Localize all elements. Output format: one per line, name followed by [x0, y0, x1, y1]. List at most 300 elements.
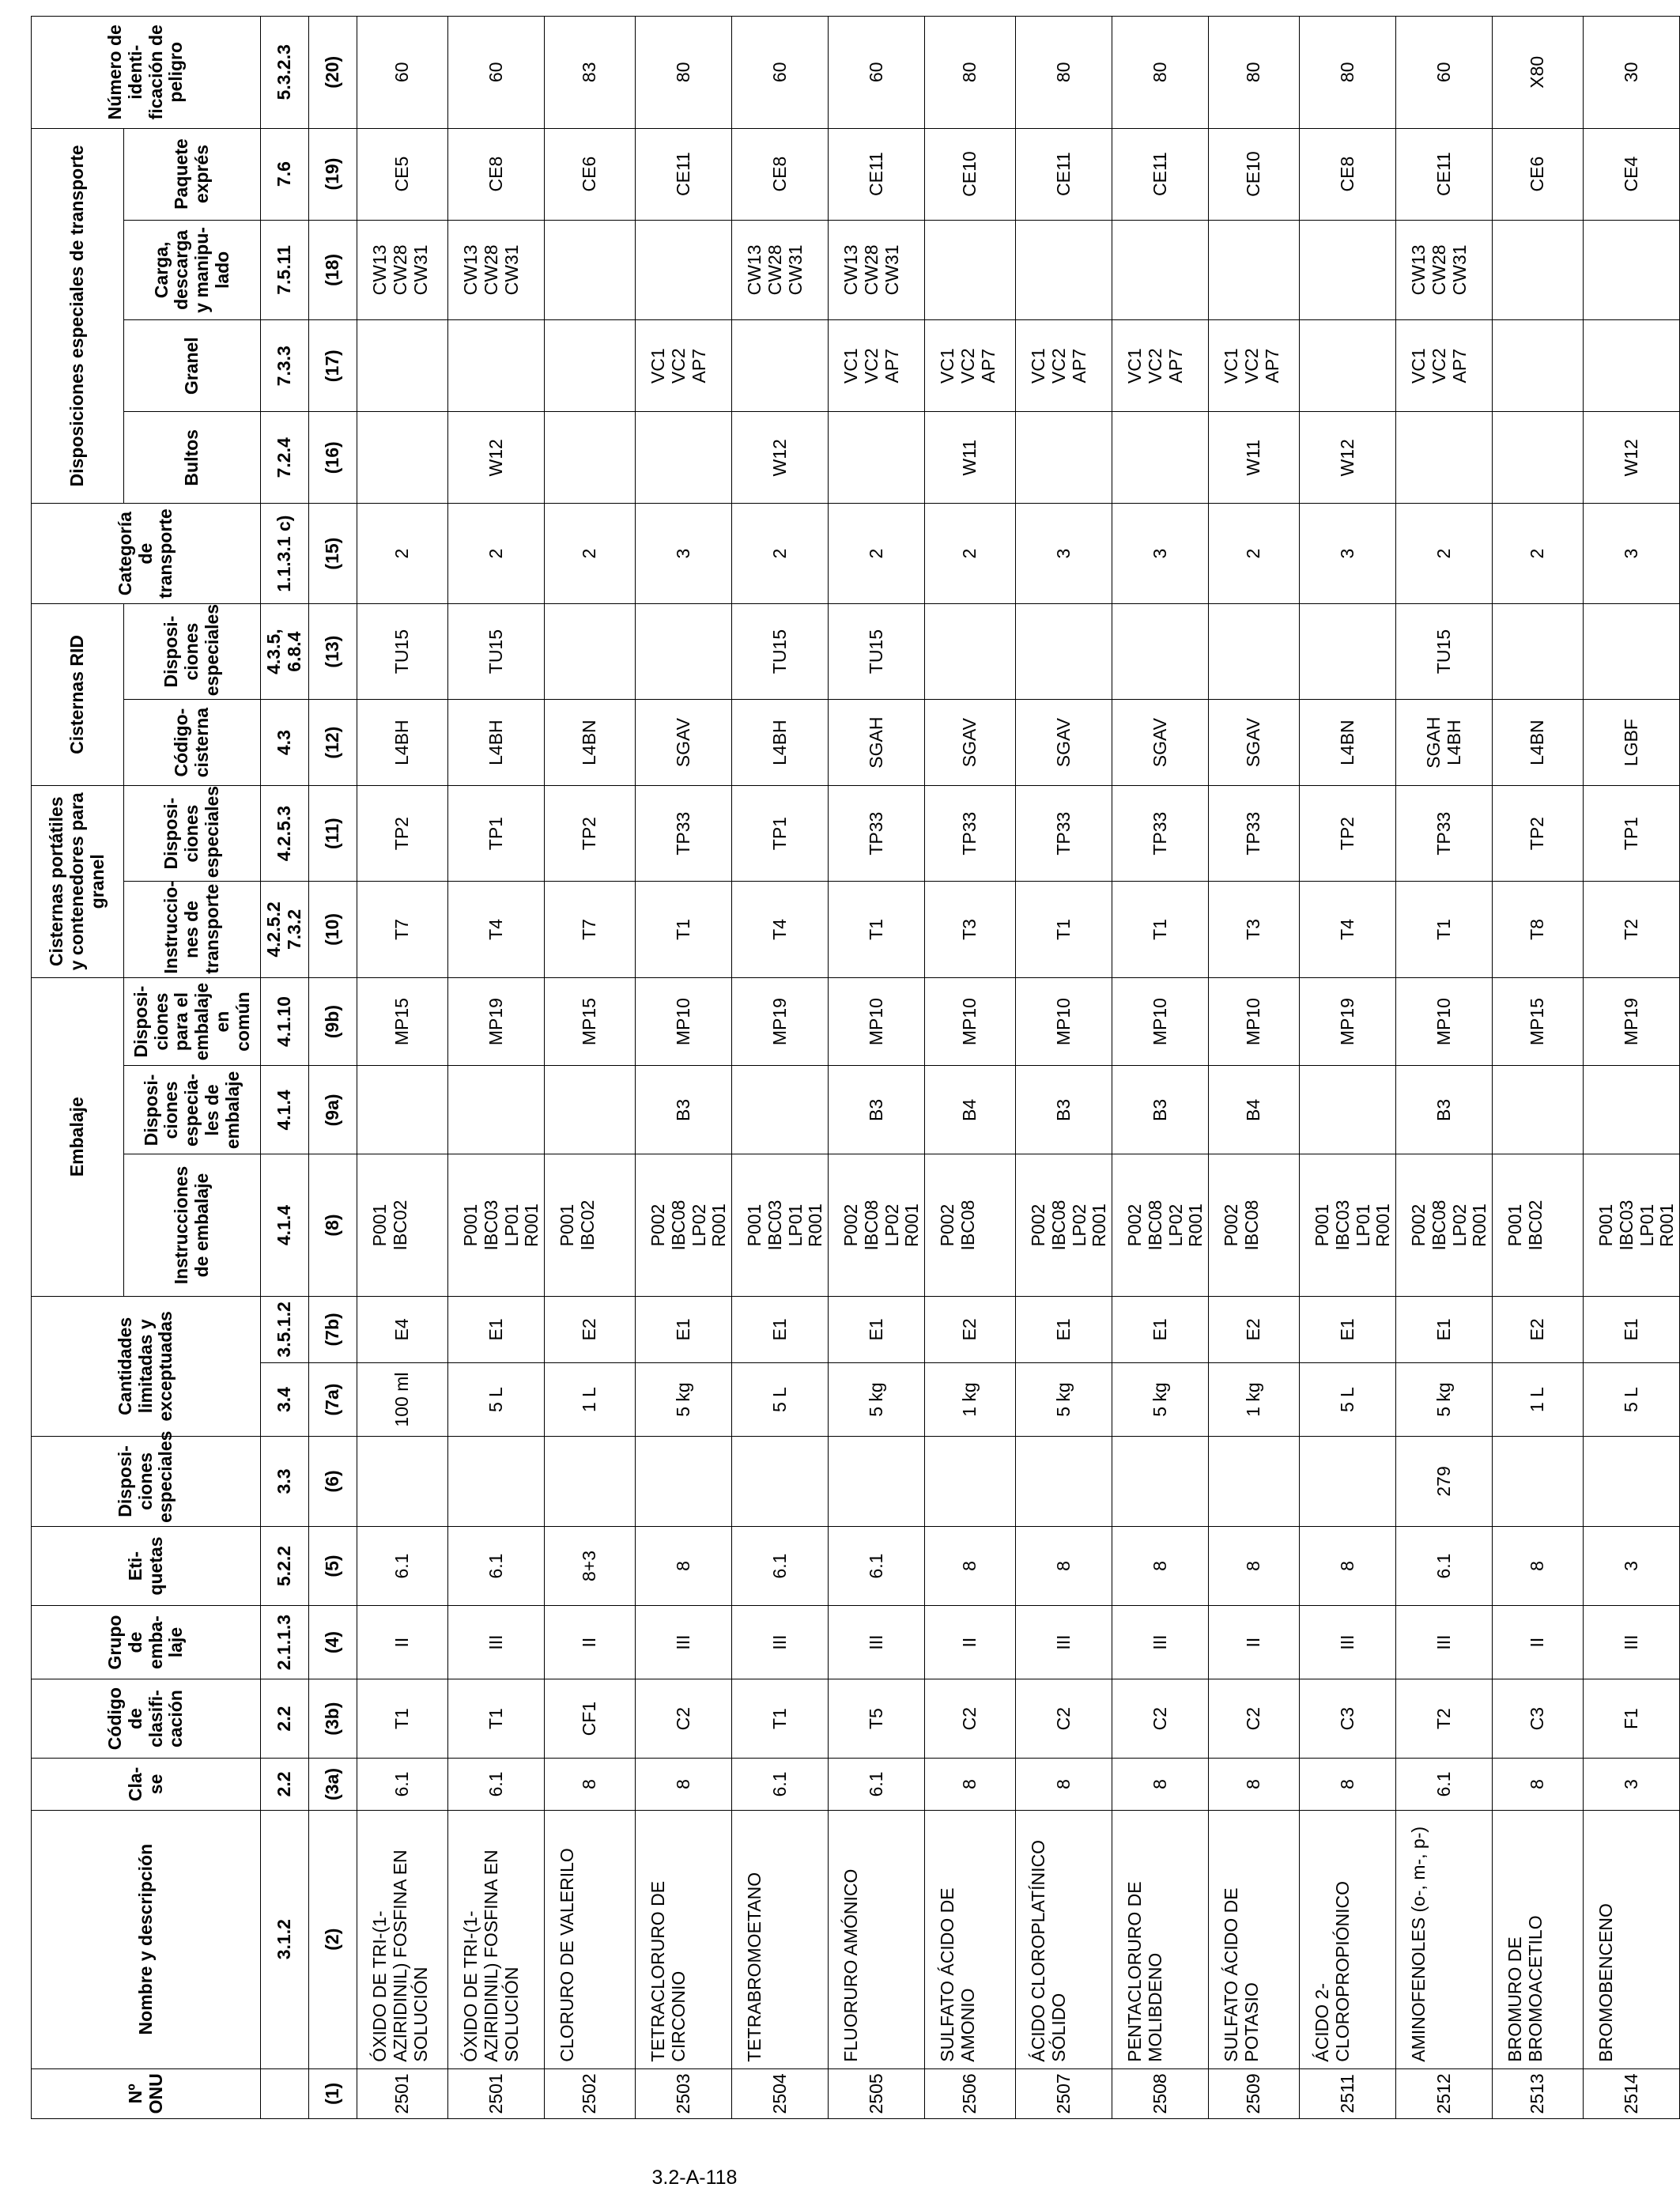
labels-cell: 6.1 [357, 1526, 448, 1605]
special-provisions-cell [1016, 1436, 1112, 1526]
column-number-cell: (10) [309, 882, 357, 977]
express-parcel-cell: CE8 [732, 128, 829, 220]
column-number-cell: (9a) [309, 1066, 357, 1154]
limited-quantity-cell: 5 L [732, 1363, 829, 1437]
class-cell: 6.1 [829, 1759, 925, 1810]
col-header-onu: Nº ONU [32, 2068, 261, 2118]
section-ref-cell: 3.4 [261, 1363, 309, 1437]
section-ref-cell: 2.2 [261, 1679, 309, 1758]
section-ref-cell: 3.3 [261, 1436, 309, 1526]
classification-code-cell: C2 [1209, 1679, 1300, 1758]
express-parcel-cell: CE5 [357, 128, 448, 220]
tank-code-cell: SGAV [636, 700, 732, 786]
limited-quantity-cell: 5 L [448, 1363, 545, 1437]
limited-quantity-cell: 1 kg [925, 1363, 1016, 1437]
excepted-quantity-cell: E1 [448, 1296, 545, 1362]
portable-tank-instructions-cell: T1 [636, 882, 732, 977]
transport-category-cell: 2 [829, 504, 925, 604]
classification-code-cell: CF1 [545, 1679, 636, 1758]
limited-quantity-cell: 5 L [1584, 1363, 1680, 1437]
portable-tank-provisions-cell: TP33 [1209, 785, 1300, 881]
portable-tank-provisions-cell: TP33 [636, 785, 732, 881]
portable-tank-instructions-cell: T4 [448, 882, 545, 977]
hazard-number-cell: 60 [829, 17, 925, 129]
limited-quantity-cell: 5 kg [636, 1363, 732, 1437]
packing-group-cell: III [732, 1606, 829, 1679]
table-row [732, 17, 829, 2119]
tank-code-cell: L4BN [1300, 700, 1396, 786]
packing-group-cell: III [1112, 1606, 1209, 1679]
column-number-cell: (16) [309, 412, 357, 504]
column-number-cell: (7a) [309, 1363, 357, 1437]
special-packing-provisions-cell [1300, 1066, 1396, 1154]
section-ref-cell: 3.5.1.2 [261, 1296, 309, 1362]
column-number-cell: (12) [309, 700, 357, 786]
class-cell: 8 [1300, 1759, 1396, 1810]
transport-category-cell: 2 [1209, 504, 1300, 604]
page-number: 3.2-A-118 [651, 2167, 738, 2189]
onu-cell: 2514 [1584, 2068, 1680, 2118]
hazard-number-cell: 60 [357, 17, 448, 129]
packages-cell: W12 [1300, 412, 1396, 504]
portable-tank-instructions-cell: T1 [1016, 882, 1112, 977]
section-ref-cell: 2.2 [261, 1759, 309, 1810]
rid-tank-provisions-cell [1016, 603, 1112, 699]
bulk-cell: VC1 VC2 AP7 [925, 320, 1016, 412]
portable-tank-provisions-cell: TP33 [1112, 785, 1209, 881]
column-number-cell: (19) [309, 128, 357, 220]
rid-tank-provisions-cell [1493, 603, 1584, 699]
mixed-packing-cell: MP15 [357, 977, 448, 1066]
col-header-carga: Carga, descarga y manipu-lado [124, 220, 261, 320]
packing-instructions-cell: P001 IBC03 LP01 R001 [448, 1154, 545, 1296]
limited-quantity-cell: 1 kg [1209, 1363, 1300, 1437]
packing-group-cell: III [1300, 1606, 1396, 1679]
labels-cell: 6.1 [829, 1526, 925, 1605]
onu-cell: 2501 [448, 2068, 545, 2118]
labels-cell: 6.1 [1396, 1526, 1493, 1605]
limited-quantity-cell: 5 kg [829, 1363, 925, 1437]
express-parcel-cell: CE11 [1396, 128, 1493, 220]
class-cell: 6.1 [1396, 1759, 1493, 1810]
table-row [925, 17, 1016, 2119]
labels-cell: 8 [636, 1526, 732, 1605]
excepted-quantity-cell: E4 [357, 1296, 448, 1362]
onu-cell: 2508 [1112, 2068, 1209, 2118]
col-header-grupo: Grupo de emba-laje [32, 1606, 261, 1679]
special-packing-provisions-cell [732, 1066, 829, 1154]
limited-quantity-cell: 1 L [545, 1363, 636, 1437]
express-parcel-cell: CE4 [1584, 128, 1680, 220]
special-provisions-cell [1493, 1436, 1584, 1526]
packing-instructions-cell: P001 IBC03 LP01 R001 [1584, 1154, 1680, 1296]
packages-cell [636, 412, 732, 504]
bulk-cell [1584, 320, 1680, 412]
class-cell: 6.1 [448, 1759, 545, 1810]
section-ref-cell: 5.2.2 [261, 1526, 309, 1605]
packing-instructions-cell: P002 IBC08 LP02 R001 [1016, 1154, 1112, 1296]
tank-code-cell: L4BN [545, 700, 636, 786]
class-cell: 8 [1209, 1759, 1300, 1810]
packages-cell: W11 [925, 412, 1016, 504]
dangerous-goods-table [31, 16, 1680, 2119]
excepted-quantity-cell: E1 [1300, 1296, 1396, 1362]
portable-tank-instructions-cell: T1 [1112, 882, 1209, 977]
column-number-cell: (3a) [309, 1759, 357, 1810]
onu-cell: 2504 [732, 2068, 829, 2118]
document-page [31, 16, 1678, 2119]
special-packing-provisions-cell: B4 [1209, 1066, 1300, 1154]
name-cell: ÁCIDO CLOROPLATÍNICO SÓLIDO [1016, 1810, 1112, 2068]
section-ref-cell: 4.1.10 [261, 977, 309, 1066]
loading-handling-cell [1209, 220, 1300, 320]
onu-cell: 2513 [1493, 2068, 1584, 2118]
portable-tank-instructions-cell: T3 [1209, 882, 1300, 977]
class-cell: 8 [1016, 1759, 1112, 1810]
packages-cell [1396, 412, 1493, 504]
loading-handling-cell: CW13 CW28 CW31 [357, 220, 448, 320]
special-packing-provisions-cell [545, 1066, 636, 1154]
packages-cell: W12 [732, 412, 829, 504]
class-cell: 8 [925, 1759, 1016, 1810]
transport-category-cell: 2 [1493, 504, 1584, 604]
col-header-numero-peligro: Número de identi-ficación de peligro [32, 17, 261, 129]
loading-handling-cell: CW13 CW28 CW31 [1396, 220, 1493, 320]
portable-tank-provisions-cell: TP33 [1396, 785, 1493, 881]
portable-tank-instructions-cell: T7 [545, 882, 636, 977]
portable-tank-instructions-cell: T8 [1493, 882, 1584, 977]
packing-group-cell: II [925, 1606, 1016, 1679]
loading-handling-cell [1016, 220, 1112, 320]
labels-cell: 8 [1016, 1526, 1112, 1605]
classification-code-cell: F1 [1584, 1679, 1680, 1758]
section-ref-cell: 7.6 [261, 128, 309, 220]
express-parcel-cell: CE6 [1493, 128, 1584, 220]
name-cell: BROMOBENCENO [1584, 1810, 1680, 2068]
classification-code-cell: C2 [1112, 1679, 1209, 1758]
tank-code-cell: SGAV [1209, 700, 1300, 786]
special-provisions-cell [636, 1436, 732, 1526]
class-cell: 8 [636, 1759, 732, 1810]
column-number-cell: (6) [309, 1436, 357, 1526]
rid-tank-provisions-cell: TU15 [732, 603, 829, 699]
onu-cell: 2509 [1209, 2068, 1300, 2118]
column-number-cell: (4) [309, 1606, 357, 1679]
table-row [1584, 17, 1680, 2119]
col-header-disp-especiales: Disposi-ciones especiales [32, 1436, 261, 1526]
column-number-cell: (9b) [309, 977, 357, 1066]
classification-code-cell: T2 [1396, 1679, 1493, 1758]
loading-handling-cell [1112, 220, 1209, 320]
special-provisions-cell [1112, 1436, 1209, 1526]
hazard-number-cell: 80 [1016, 17, 1112, 129]
mixed-packing-cell: MP10 [925, 977, 1016, 1066]
special-packing-provisions-cell: B3 [1016, 1066, 1112, 1154]
loading-handling-cell [925, 220, 1016, 320]
express-parcel-cell: CE8 [448, 128, 545, 220]
classification-code-cell: C2 [925, 1679, 1016, 1758]
classification-code-cell: T1 [448, 1679, 545, 1758]
mixed-packing-cell: MP15 [545, 977, 636, 1066]
col-header-etiquetas: Eti-quetas [32, 1526, 261, 1605]
onu-cell: 2506 [925, 2068, 1016, 2118]
table-row [1112, 17, 1209, 2119]
bulk-cell: VC1 VC2 AP7 [1112, 320, 1209, 412]
excepted-quantity-cell: E1 [1396, 1296, 1493, 1362]
packages-cell [1493, 412, 1584, 504]
name-cell: CLORURO DE VALERILO [545, 1810, 636, 2068]
table-row [448, 17, 545, 2119]
bulk-cell: VC1 VC2 AP7 [636, 320, 732, 412]
section-ref-cell: 4.1.4 [261, 1066, 309, 1154]
table-row [636, 17, 732, 2119]
special-provisions-cell [732, 1436, 829, 1526]
section-reference-row [261, 17, 309, 2119]
excepted-quantity-cell: E2 [1209, 1296, 1300, 1362]
mixed-packing-cell: MP19 [1584, 977, 1680, 1066]
packing-group-cell: III [448, 1606, 545, 1679]
section-ref-cell: 7.5.11 [261, 220, 309, 320]
packages-cell [357, 412, 448, 504]
special-packing-provisions-cell [1493, 1066, 1584, 1154]
hazard-number-cell: 60 [1396, 17, 1493, 129]
excepted-quantity-cell: E1 [1112, 1296, 1209, 1362]
labels-cell: 8 [1493, 1526, 1584, 1605]
labels-cell: 6.1 [448, 1526, 545, 1605]
classification-code-cell: T5 [829, 1679, 925, 1758]
loading-handling-cell [545, 220, 636, 320]
col-header-disp-embalaje-comun: Disposi-ciones para el embalaje en común [124, 977, 261, 1066]
onu-cell: 2507 [1016, 2068, 1112, 2118]
group-header-embalaje: Embalaje [32, 977, 124, 1296]
col-header-codigo: Código de clasifi-cación [32, 1679, 261, 1758]
table-row [829, 17, 925, 2119]
limited-quantity-cell: 5 L [1300, 1363, 1396, 1437]
loading-handling-cell [1493, 220, 1584, 320]
name-cell: PENTACLORURO DE MOLIBDENO [1112, 1810, 1209, 2068]
special-provisions-cell [357, 1436, 448, 1526]
bulk-cell: VC1 VC2 AP7 [1016, 320, 1112, 412]
packing-instructions-cell: P001 IBC02 [545, 1154, 636, 1296]
col-header-codigo-cisterna: Código-cisterna [124, 700, 261, 786]
transport-category-cell: 2 [357, 504, 448, 604]
packages-cell [829, 412, 925, 504]
portable-tank-provisions-cell: TP33 [829, 785, 925, 881]
packing-group-cell: II [545, 1606, 636, 1679]
tank-code-cell: SGAV [925, 700, 1016, 786]
packing-group-cell: III [1584, 1606, 1680, 1679]
tank-code-cell: SGAV [1016, 700, 1112, 786]
col-header-cantidades: Cantidades limitadas y exceptuadas [32, 1296, 261, 1436]
rid-tank-provisions-cell [1584, 603, 1680, 699]
section-ref-cell: 4.1.4 [261, 1154, 309, 1296]
loading-handling-cell [636, 220, 732, 320]
special-provisions-cell [1584, 1436, 1680, 1526]
transport-category-cell: 2 [1396, 504, 1493, 604]
transport-category-cell: 3 [1112, 504, 1209, 604]
table-body [357, 17, 1680, 2119]
portable-tank-provisions-cell: TP33 [925, 785, 1016, 881]
loading-handling-cell: CW13 CW28 CW31 [732, 220, 829, 320]
classification-code-cell: C2 [636, 1679, 732, 1758]
packing-instructions-cell: P001 IBC02 [357, 1154, 448, 1296]
classification-code-cell: T1 [357, 1679, 448, 1758]
special-packing-provisions-cell [357, 1066, 448, 1154]
col-header-clase: Cla-se [32, 1759, 261, 1810]
special-provisions-cell [1209, 1436, 1300, 1526]
packing-instructions-cell: P001 IBC02 [1493, 1154, 1584, 1296]
section-ref-cell: 4.2.5.3 [261, 785, 309, 881]
excepted-quantity-cell: E1 [732, 1296, 829, 1362]
portable-tank-provisions-cell: TP1 [732, 785, 829, 881]
col-header-instrucciones-embalaje: Instrucciones de embalaje [124, 1154, 261, 1296]
table-row [357, 17, 448, 2119]
class-cell: 3 [1584, 1759, 1680, 1810]
hazard-number-cell: 60 [732, 17, 829, 129]
tank-code-cell: L4BN [1493, 700, 1584, 786]
excepted-quantity-cell: E1 [1016, 1296, 1112, 1362]
class-cell: 8 [1493, 1759, 1584, 1810]
labels-cell: 8 [925, 1526, 1016, 1605]
section-ref-cell: 5.3.2.3 [261, 17, 309, 129]
col-header-disp-cisternas-portatiles: Disposi-ciones especiales [124, 785, 261, 881]
transport-category-cell: 3 [1300, 504, 1396, 604]
rid-tank-provisions-cell: TU15 [829, 603, 925, 699]
name-cell: ÓXIDO DE TRI-(1-AZIRIDINIL) FOSFINA EN SOLUCIÓN [357, 1810, 448, 2068]
portable-tank-provisions-cell: TP1 [1584, 785, 1680, 881]
section-ref-cell: 4.3.5, 6.8.4 [261, 603, 309, 699]
column-number-cell: (11) [309, 785, 357, 881]
loading-handling-cell [1584, 220, 1680, 320]
packing-group-cell: III [1396, 1606, 1493, 1679]
section-ref-cell: 1.1.3.1 c) [261, 504, 309, 604]
column-number-cell: (15) [309, 504, 357, 604]
section-ref-cell: 3.1.2 [261, 1810, 309, 2068]
bulk-cell [1300, 320, 1396, 412]
packing-group-cell: III [636, 1606, 732, 1679]
rotated-table-container [31, 16, 1678, 2119]
rid-tank-provisions-cell [545, 603, 636, 699]
packing-group-cell: II [1209, 1606, 1300, 1679]
name-cell: TETRACLORURO DE CIRCONIO [636, 1810, 732, 2068]
packing-group-cell: II [357, 1606, 448, 1679]
rid-tank-provisions-cell: TU15 [448, 603, 545, 699]
column-number-cell: (5) [309, 1526, 357, 1605]
classification-code-cell: C3 [1300, 1679, 1396, 1758]
name-cell: AMINOFENOLES (o-, m-, p-) [1396, 1810, 1493, 2068]
mixed-packing-cell: MP10 [1112, 977, 1209, 1066]
tank-code-cell: L4BH [357, 700, 448, 786]
onu-cell: 2511 [1300, 2068, 1396, 2118]
col-header-nombre: Nombre y descripción [32, 1810, 261, 2068]
class-cell: 6.1 [357, 1759, 448, 1810]
special-provisions-cell: 279 [1396, 1436, 1493, 1526]
table-row [1300, 17, 1396, 2119]
section-ref-cell: 4.3 [261, 700, 309, 786]
packages-cell: W12 [1584, 412, 1680, 504]
packing-instructions-cell: P002 IBC08 LP02 R001 [829, 1154, 925, 1296]
column-number-cell: (13) [309, 603, 357, 699]
section-ref-cell [261, 2068, 309, 2118]
col-header-instrucciones-transporte: Instruccio-nes de transporte [124, 882, 261, 977]
special-provisions-cell [925, 1436, 1016, 1526]
onu-cell: 2505 [829, 2068, 925, 2118]
rid-tank-provisions-cell [636, 603, 732, 699]
packages-cell [1016, 412, 1112, 504]
col-header-categoria: Categoría de transporte [32, 504, 261, 604]
bulk-cell: VC1 VC2 AP7 [1209, 320, 1300, 412]
hazard-number-cell: 60 [448, 17, 545, 129]
tank-code-cell: L4BH [732, 700, 829, 786]
table-row [545, 17, 636, 2119]
column-number-row [309, 17, 357, 2119]
bulk-cell [448, 320, 545, 412]
special-packing-provisions-cell: B3 [1112, 1066, 1209, 1154]
bulk-cell: VC1 VC2 AP7 [1396, 320, 1493, 412]
loading-handling-cell: CW13 CW28 CW31 [448, 220, 545, 320]
rid-tank-provisions-cell [1300, 603, 1396, 699]
special-packing-provisions-cell: B3 [636, 1066, 732, 1154]
name-cell: BROMURO DE BROMOACETILO [1493, 1810, 1584, 2068]
group-header-disposiciones-transporte: Disposiciones especiales de transporte [32, 128, 124, 504]
name-cell: SULFATO ÁCIDO DE POTASIO [1209, 1810, 1300, 2068]
section-ref-cell: 2.1.1.3 [261, 1606, 309, 1679]
labels-cell: 8+3 [545, 1526, 636, 1605]
express-parcel-cell: CE10 [1209, 128, 1300, 220]
rid-tank-provisions-cell [925, 603, 1016, 699]
transport-category-cell: 2 [732, 504, 829, 604]
labels-cell: 8 [1209, 1526, 1300, 1605]
packing-group-cell: III [1016, 1606, 1112, 1679]
labels-cell: 6.1 [732, 1526, 829, 1605]
special-packing-provisions-cell: B3 [1396, 1066, 1493, 1154]
limited-quantity-cell: 100 ml [357, 1363, 448, 1437]
transport-category-cell: 2 [448, 504, 545, 604]
express-parcel-cell: CE6 [545, 128, 636, 220]
mixed-packing-cell: MP19 [1300, 977, 1396, 1066]
special-provisions-cell [829, 1436, 925, 1526]
excepted-quantity-cell: E2 [545, 1296, 636, 1362]
col-header-disp-cisternas-rid: Disposi-ciones especiales [124, 603, 261, 699]
special-packing-provisions-cell: B3 [829, 1066, 925, 1154]
mixed-packing-cell: MP19 [448, 977, 545, 1066]
hazard-number-cell: 83 [545, 17, 636, 129]
section-ref-cell: 7.3.3 [261, 320, 309, 412]
hazard-number-cell: 80 [1209, 17, 1300, 129]
bulk-cell [357, 320, 448, 412]
rid-tank-provisions-cell [1209, 603, 1300, 699]
special-provisions-cell [545, 1436, 636, 1526]
class-cell: 8 [545, 1759, 636, 1810]
col-header-paquete: Paquete exprés [124, 128, 261, 220]
onu-cell: 2501 [357, 2068, 448, 2118]
column-number-cell: (20) [309, 17, 357, 129]
mixed-packing-cell: MP10 [829, 977, 925, 1066]
transport-category-cell: 3 [1584, 504, 1680, 604]
transport-category-cell: 3 [636, 504, 732, 604]
portable-tank-provisions-cell: TP2 [1493, 785, 1584, 881]
labels-cell: 3 [1584, 1526, 1680, 1605]
column-number-cell: (2) [309, 1810, 357, 2068]
hazard-number-cell: 80 [636, 17, 732, 129]
portable-tank-provisions-cell: TP1 [448, 785, 545, 881]
section-ref-cell: 4.2.5.2 7.3.2 [261, 882, 309, 977]
portable-tank-instructions-cell: T7 [357, 882, 448, 977]
col-header-disp-especiales-embalaje: Disposi-ciones especia-les de embalaje [124, 1066, 261, 1154]
section-ref-cell: 7.2.4 [261, 412, 309, 504]
rid-tank-provisions-cell: TU15 [357, 603, 448, 699]
excepted-quantity-cell: E1 [1584, 1296, 1680, 1362]
